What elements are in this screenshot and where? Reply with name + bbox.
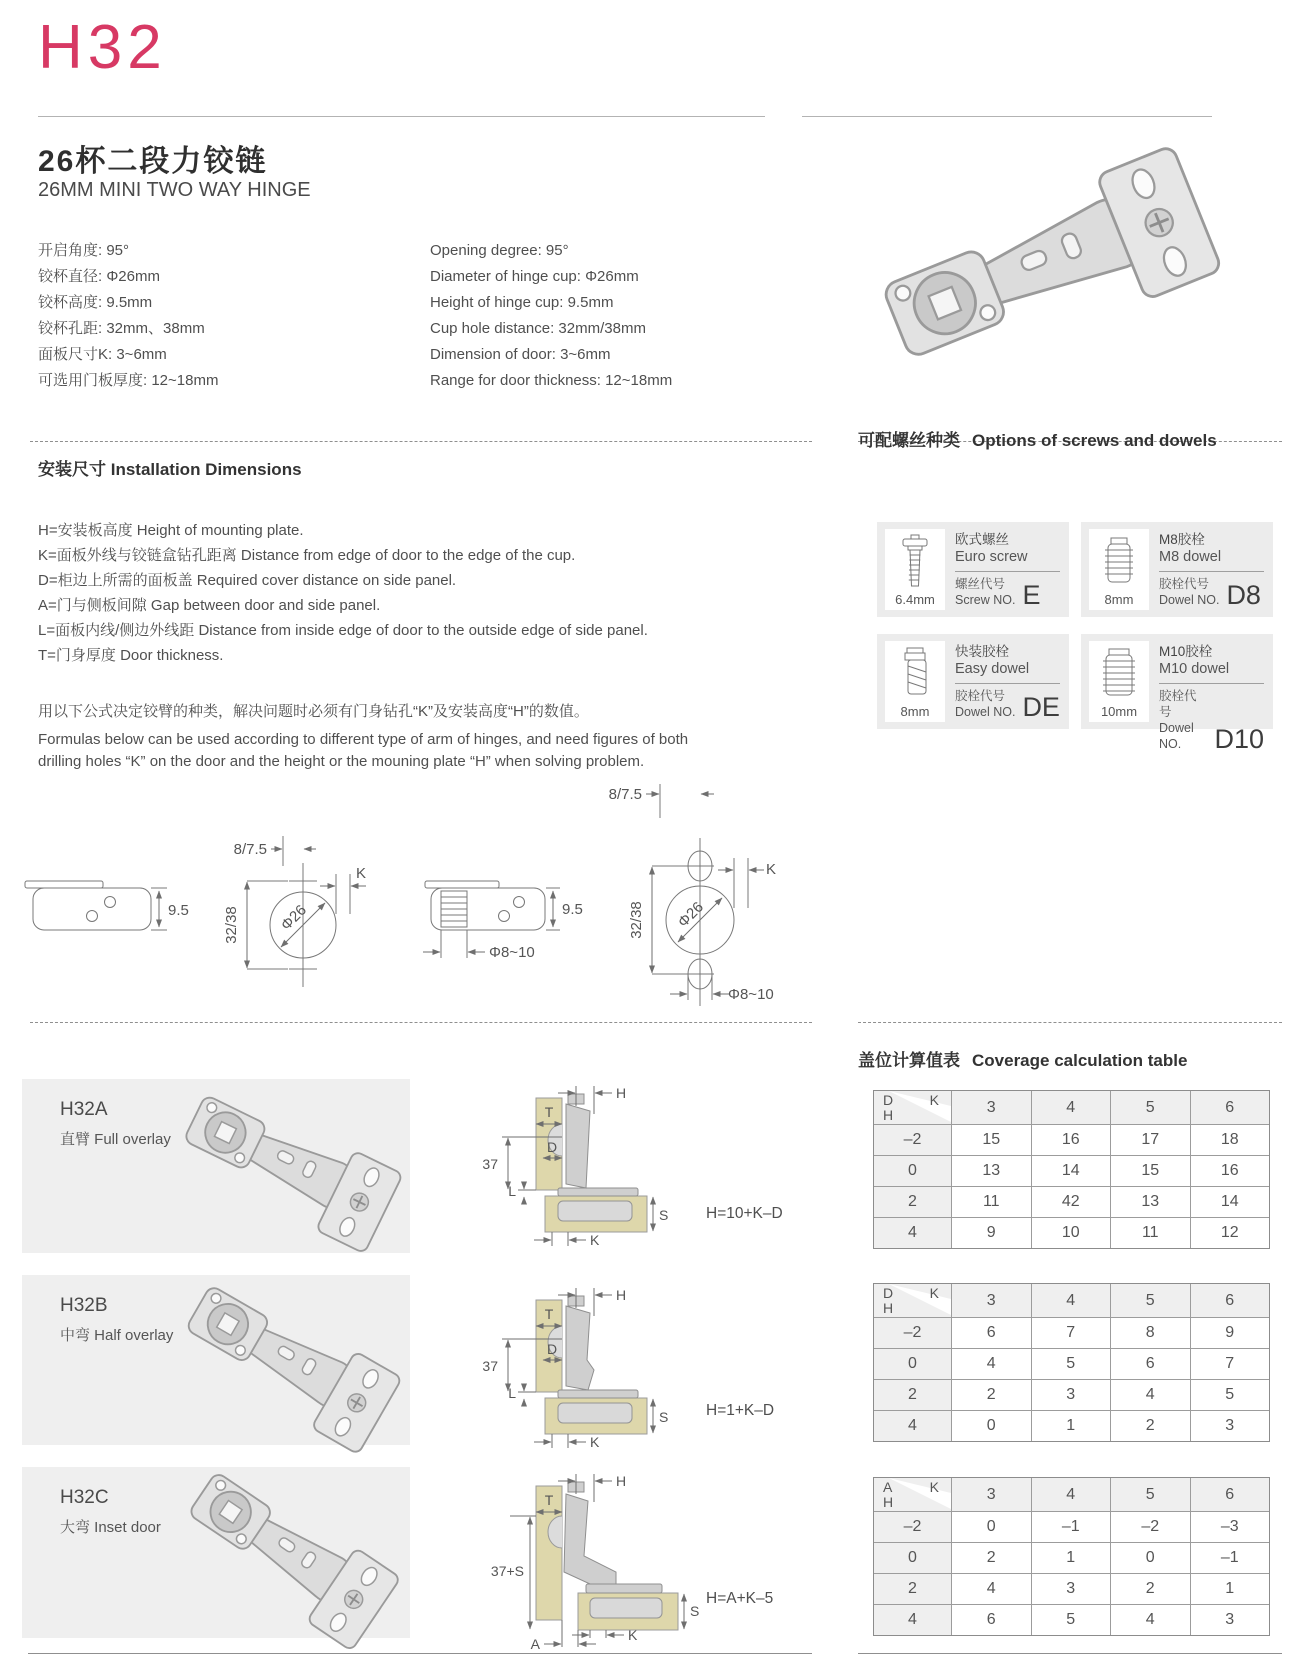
hinge-photo	[173, 1479, 408, 1629]
dashed-divider	[858, 1022, 1282, 1023]
dim-label: D	[546, 1139, 558, 1155]
installation-diagram-h32c	[440, 1472, 790, 1650]
screw-options-heading-en: Options of screws and dowels	[972, 431, 1217, 450]
dim-label: 37	[482, 1358, 498, 1374]
spec-line: 铰杯孔距: 32mm、38mm	[38, 320, 205, 337]
dashed-divider	[30, 441, 812, 442]
screw-code: E	[1022, 580, 1041, 610]
row-header: 0	[874, 1543, 951, 1573]
column-header: 4	[1031, 1091, 1111, 1124]
table-cell: 5	[1031, 1605, 1111, 1635]
table-cell: 4	[1110, 1380, 1190, 1410]
row-header: –2	[874, 1512, 951, 1542]
table-row	[874, 1542, 1269, 1573]
icon-box	[1089, 641, 1149, 722]
spec-list-cn	[38, 238, 218, 394]
coverage-table-inset	[873, 1477, 1270, 1636]
table-row	[874, 1573, 1269, 1604]
dim-label: S	[659, 1207, 669, 1223]
table-row	[874, 1217, 1269, 1248]
table-cell: 17	[1110, 1125, 1190, 1155]
corner-label-var: K	[929, 1479, 939, 1495]
table-cell: 2	[1110, 1574, 1190, 1604]
product-photo	[855, 128, 1245, 406]
table-cell: 15	[951, 1125, 1031, 1155]
dowel-code: D10	[1214, 724, 1264, 754]
screw-name-cn: 欧式螺丝	[955, 532, 1009, 547]
divider	[1159, 571, 1264, 572]
table-cell: 6	[1110, 1349, 1190, 1379]
dim-label: H	[616, 1085, 627, 1101]
table-cell: 0	[1110, 1543, 1190, 1573]
row-header: –2	[874, 1125, 951, 1155]
divider	[1159, 683, 1264, 684]
table-cell: 13	[1110, 1187, 1190, 1217]
dim-label: 8/7.5	[608, 786, 642, 803]
dim-label: L	[508, 1385, 516, 1401]
code-label-cn: 胶栓代号	[1159, 577, 1210, 591]
code-label-cn: 螺丝代号	[955, 577, 1006, 591]
spec-line: Dimension of door: 3~6mm	[430, 346, 611, 363]
table-cell: –1	[1031, 1512, 1111, 1542]
definition-line: T=门身厚度 Door thickness.	[38, 647, 224, 664]
dim-label: 37	[482, 1156, 498, 1172]
dim-label: S	[659, 1409, 669, 1425]
column-header: 6	[1190, 1091, 1270, 1124]
footer-rule	[858, 1653, 1282, 1654]
table-cell: 2	[951, 1380, 1031, 1410]
corner-label-col: D	[883, 1285, 894, 1301]
product-type: 中弯 Half overlay	[60, 1327, 174, 1344]
table-cell: –2	[1110, 1512, 1190, 1542]
dowel-name-cn: M10胶栓	[1159, 644, 1213, 659]
table-cell: 0	[951, 1411, 1031, 1441]
dim-label: Φ8~10	[728, 986, 774, 1003]
dim-label: 9.5	[168, 902, 189, 919]
table-cell: 4	[951, 1349, 1031, 1379]
table-cell: 14	[1190, 1187, 1270, 1217]
dim-label: A	[530, 1636, 540, 1652]
table-row	[874, 1124, 1269, 1155]
dowel-name-en: M10 dowel	[1159, 661, 1230, 677]
column-header: 3	[951, 1478, 1031, 1511]
dowel-size: 8mm	[900, 704, 930, 719]
table-row	[874, 1317, 1269, 1348]
definition-line: A=门与侧板间隙 Gap between door and side panel.	[38, 597, 381, 614]
table-cell: 8	[1110, 1318, 1190, 1348]
table-cell: 5	[1031, 1349, 1111, 1379]
spec-line: Range for door thickness: 12~18mm	[430, 372, 673, 389]
table-cell: 9	[951, 1218, 1031, 1248]
table-cell: 3	[1031, 1380, 1111, 1410]
screw-options-heading	[858, 426, 1217, 451]
dim-label: 8/7.5	[233, 841, 267, 858]
screw-size: 6.4mm	[895, 592, 935, 607]
column-header: 4	[1031, 1478, 1111, 1511]
spec-list-en	[430, 238, 672, 394]
formula-note-en: Formulas below can be used according to different type of arm of hinges, and need figures of both drilling holes “K” on the door and the height or the mouning plate “H” when solving problem.	[38, 731, 689, 770]
table-cell: 1	[1031, 1411, 1111, 1441]
screw-name-en: Euro screw	[955, 549, 1028, 565]
dim-label: S	[690, 1603, 700, 1619]
dim-label: T	[544, 1104, 554, 1120]
spec-line: 铰杯直径: Φ26mm	[38, 268, 160, 285]
code-label-en: Dowel NO.	[1159, 593, 1220, 607]
table-cell: 2	[1110, 1411, 1190, 1441]
row-header: 2	[874, 1380, 951, 1410]
column-header: 3	[951, 1091, 1031, 1124]
spec-line: 开启角度: 95°	[38, 242, 130, 259]
dim-label: T	[544, 1492, 554, 1508]
dim-label: Φ26	[277, 901, 310, 934]
dashed-divider	[30, 1022, 812, 1023]
dowel-size: 10mm	[1100, 704, 1138, 719]
installation-diagram-h32b	[440, 1286, 790, 1454]
corner-label-row: H	[883, 1300, 894, 1316]
installation-heading: 安装尺寸 Installation Dimensions	[38, 460, 302, 479]
m8-dowel-icon	[1099, 534, 1139, 590]
hinge-photo	[173, 1287, 408, 1437]
spec-line: Diameter of hinge cup: Φ26mm	[430, 268, 639, 285]
column-header: 5	[1110, 1284, 1190, 1317]
table-cell: 13	[951, 1156, 1031, 1186]
column-header: 5	[1110, 1091, 1190, 1124]
table-cell: –1	[1190, 1543, 1270, 1573]
table-row	[874, 1155, 1269, 1186]
dim-label: K	[766, 861, 777, 878]
dim-label: K	[590, 1434, 600, 1450]
coverage-heading-en: Coverage calculation table	[972, 1051, 1188, 1070]
table-cell: 1	[1190, 1574, 1270, 1604]
technical-drawings	[20, 778, 790, 1018]
hinge-photo	[173, 1091, 408, 1241]
table-row	[874, 1511, 1269, 1542]
dim-label: 32/38	[628, 901, 645, 939]
dim-label: L	[508, 1183, 516, 1199]
row-header: 2	[874, 1187, 951, 1217]
table-cell: 10	[1031, 1218, 1111, 1248]
table-cell: 0	[951, 1512, 1031, 1542]
definition-line: L=面板内线/侧边外线距 Distance from inside edge of door to the outside edge of side panel.	[38, 622, 648, 639]
coverage-heading	[858, 1046, 1187, 1071]
product-model: H32C	[60, 1487, 109, 1508]
product-row-h32a-photo-box	[22, 1079, 410, 1253]
dim-label: K	[356, 865, 367, 882]
table-cell: 11	[1110, 1218, 1190, 1248]
row-header: –2	[874, 1318, 951, 1348]
table-corner-cell	[874, 1478, 951, 1511]
definition-line: H=安装板高度 Height of mounting plate.	[38, 522, 304, 539]
column-header: 6	[1190, 1478, 1270, 1511]
dowel-code: D8	[1226, 580, 1261, 610]
dimension-definitions	[38, 518, 648, 668]
formula-note-cn: 用以下公式决定铰臂的种类，解决问题时必须有门身钻孔“K”及安装高度“H”的数值。	[38, 703, 589, 720]
divider	[955, 683, 1060, 684]
product-model: H32A	[60, 1099, 108, 1120]
product-type: 直臂 Full overlay	[60, 1131, 171, 1148]
row-header: 4	[874, 1605, 951, 1635]
product-type: 大弯 Inset door	[60, 1519, 161, 1536]
table-row	[874, 1410, 1269, 1441]
corner-label-row: H	[883, 1107, 894, 1123]
screw-options-heading-cn: 可配螺丝种类	[858, 431, 960, 450]
table-cell: 11	[951, 1187, 1031, 1217]
product-row-h32b-photo-box	[22, 1275, 410, 1445]
table-cell: 3	[1031, 1574, 1111, 1604]
column-header: 4	[1031, 1284, 1111, 1317]
table-cell: 2	[951, 1543, 1031, 1573]
easy-dowel-icon	[895, 646, 935, 702]
dim-label: K	[590, 1232, 600, 1248]
table-cell: 3	[1190, 1605, 1270, 1635]
screw-card	[1081, 634, 1273, 754]
dim-label: 32/38	[223, 906, 240, 944]
row-header: 4	[874, 1218, 951, 1248]
icon-box	[885, 529, 945, 610]
icon-box	[885, 641, 945, 722]
row-header: 0	[874, 1156, 951, 1186]
spec-line: Cup hole distance: 32mm/38mm	[430, 320, 646, 337]
spec-line: 铰杯高度: 9.5mm	[38, 294, 153, 311]
code-label-en: Dowel NO.	[955, 705, 1016, 719]
table-cell: 16	[1031, 1125, 1111, 1155]
footer-rule	[28, 1653, 812, 1654]
table-cell: 18	[1190, 1125, 1270, 1155]
table-cell: 7	[1190, 1349, 1270, 1379]
definition-line: K=面板外线与铰链盒钻孔距离 Distance from edge of door to the edge of the cup.	[38, 547, 576, 564]
product-row-h32c-photo-box	[22, 1467, 410, 1638]
column-header: 5	[1110, 1478, 1190, 1511]
table-cell: 15	[1110, 1156, 1190, 1186]
table-corner-cell	[874, 1284, 951, 1317]
dowel-name-cn: M8胶栓	[1159, 532, 1205, 547]
corner-label-row: H	[883, 1494, 894, 1510]
coverage-heading-cn: 盖位计算值表	[858, 1051, 960, 1070]
dim-label: Φ26	[674, 898, 707, 931]
code-label-en: Screw NO.	[955, 593, 1016, 607]
table-cell: –3	[1190, 1512, 1270, 1542]
row-header: 4	[874, 1411, 951, 1441]
product-title-cn: 26杯二段力铰链	[38, 145, 268, 178]
corner-label-col: D	[883, 1092, 894, 1108]
dowel-name-en: M8 dowel	[1159, 549, 1222, 565]
row-header: 2	[874, 1574, 951, 1604]
dim-label: 9.5	[562, 901, 583, 918]
dim-label: D	[546, 1341, 558, 1357]
dim-label: 37+S	[490, 1563, 524, 1579]
table-cell: 42	[1031, 1187, 1111, 1217]
corner-label-var: K	[929, 1285, 939, 1301]
formula-h32b: H=1+K–D	[706, 1402, 775, 1419]
divider	[38, 116, 765, 117]
dim-label: Φ8~10	[489, 944, 535, 961]
code-label-cn: 胶栓代号	[1159, 689, 1197, 719]
table-cell: 3	[1190, 1411, 1270, 1441]
table-cell: 1	[1031, 1543, 1111, 1573]
screw-card	[1081, 522, 1273, 617]
code-label-en: Dowel NO.	[1159, 721, 1194, 751]
dowel-code: DE	[1022, 692, 1060, 722]
installation-diagram-h32a	[440, 1084, 790, 1252]
code-label-cn: 胶栓代号	[955, 689, 1006, 703]
coverage-table-half-overlay	[873, 1283, 1270, 1442]
table-cell: 12	[1190, 1218, 1270, 1248]
euro-screw-icon	[895, 534, 935, 590]
table-row	[874, 1348, 1269, 1379]
spec-line: 可选用门板厚度: 12~18mm	[38, 372, 219, 389]
table-cell: 14	[1031, 1156, 1111, 1186]
formula-h32a: H=10+K–D	[706, 1205, 783, 1222]
product-title-en: 26MM MINI TWO WAY HINGE	[38, 179, 311, 201]
dowel-name-cn: 快装胶栓	[955, 644, 1009, 659]
dim-label: T	[544, 1306, 554, 1322]
table-cell: 16	[1190, 1156, 1270, 1186]
table-cell: 6	[951, 1605, 1031, 1635]
m10-dowel-icon	[1099, 646, 1139, 702]
dowel-size: 8mm	[1104, 592, 1134, 607]
page-title-model: H32	[38, 13, 167, 82]
column-header: 3	[951, 1284, 1031, 1317]
spec-line: 面板尺寸K: 3~6mm	[38, 346, 167, 363]
coverage-table-full-overlay	[873, 1090, 1270, 1249]
dim-label: H	[616, 1287, 627, 1303]
formula-h32c: H=A+K–5	[706, 1590, 774, 1607]
dowel-name-en: Easy dowel	[955, 661, 1030, 677]
table-corner-cell	[874, 1091, 951, 1124]
spec-line: Opening degree: 95°	[430, 242, 569, 259]
table-cell: 5	[1190, 1380, 1270, 1410]
table-row	[874, 1186, 1269, 1217]
table-cell: 7	[1031, 1318, 1111, 1348]
table-cell: 6	[951, 1318, 1031, 1348]
screw-card	[877, 522, 1069, 617]
corner-label-var: K	[929, 1092, 939, 1108]
icon-box	[1089, 529, 1149, 610]
table-row	[874, 1379, 1269, 1410]
table-cell: 4	[1110, 1605, 1190, 1635]
column-header: 6	[1190, 1284, 1270, 1317]
screw-card	[877, 634, 1069, 729]
table-cell: 9	[1190, 1318, 1270, 1348]
definition-line: D=柜边上所需的面板盖 Required cover distance on side panel.	[38, 572, 457, 589]
table-cell: 4	[951, 1574, 1031, 1604]
product-model: H32B	[60, 1295, 108, 1316]
table-row	[874, 1604, 1269, 1635]
spec-line: Height of hinge cup: 9.5mm	[430, 294, 614, 311]
row-header: 0	[874, 1349, 951, 1379]
corner-label-col: A	[883, 1479, 893, 1495]
dim-label: H	[616, 1473, 627, 1489]
divider	[802, 116, 1212, 117]
dim-label: K	[628, 1627, 638, 1643]
divider	[955, 571, 1060, 572]
